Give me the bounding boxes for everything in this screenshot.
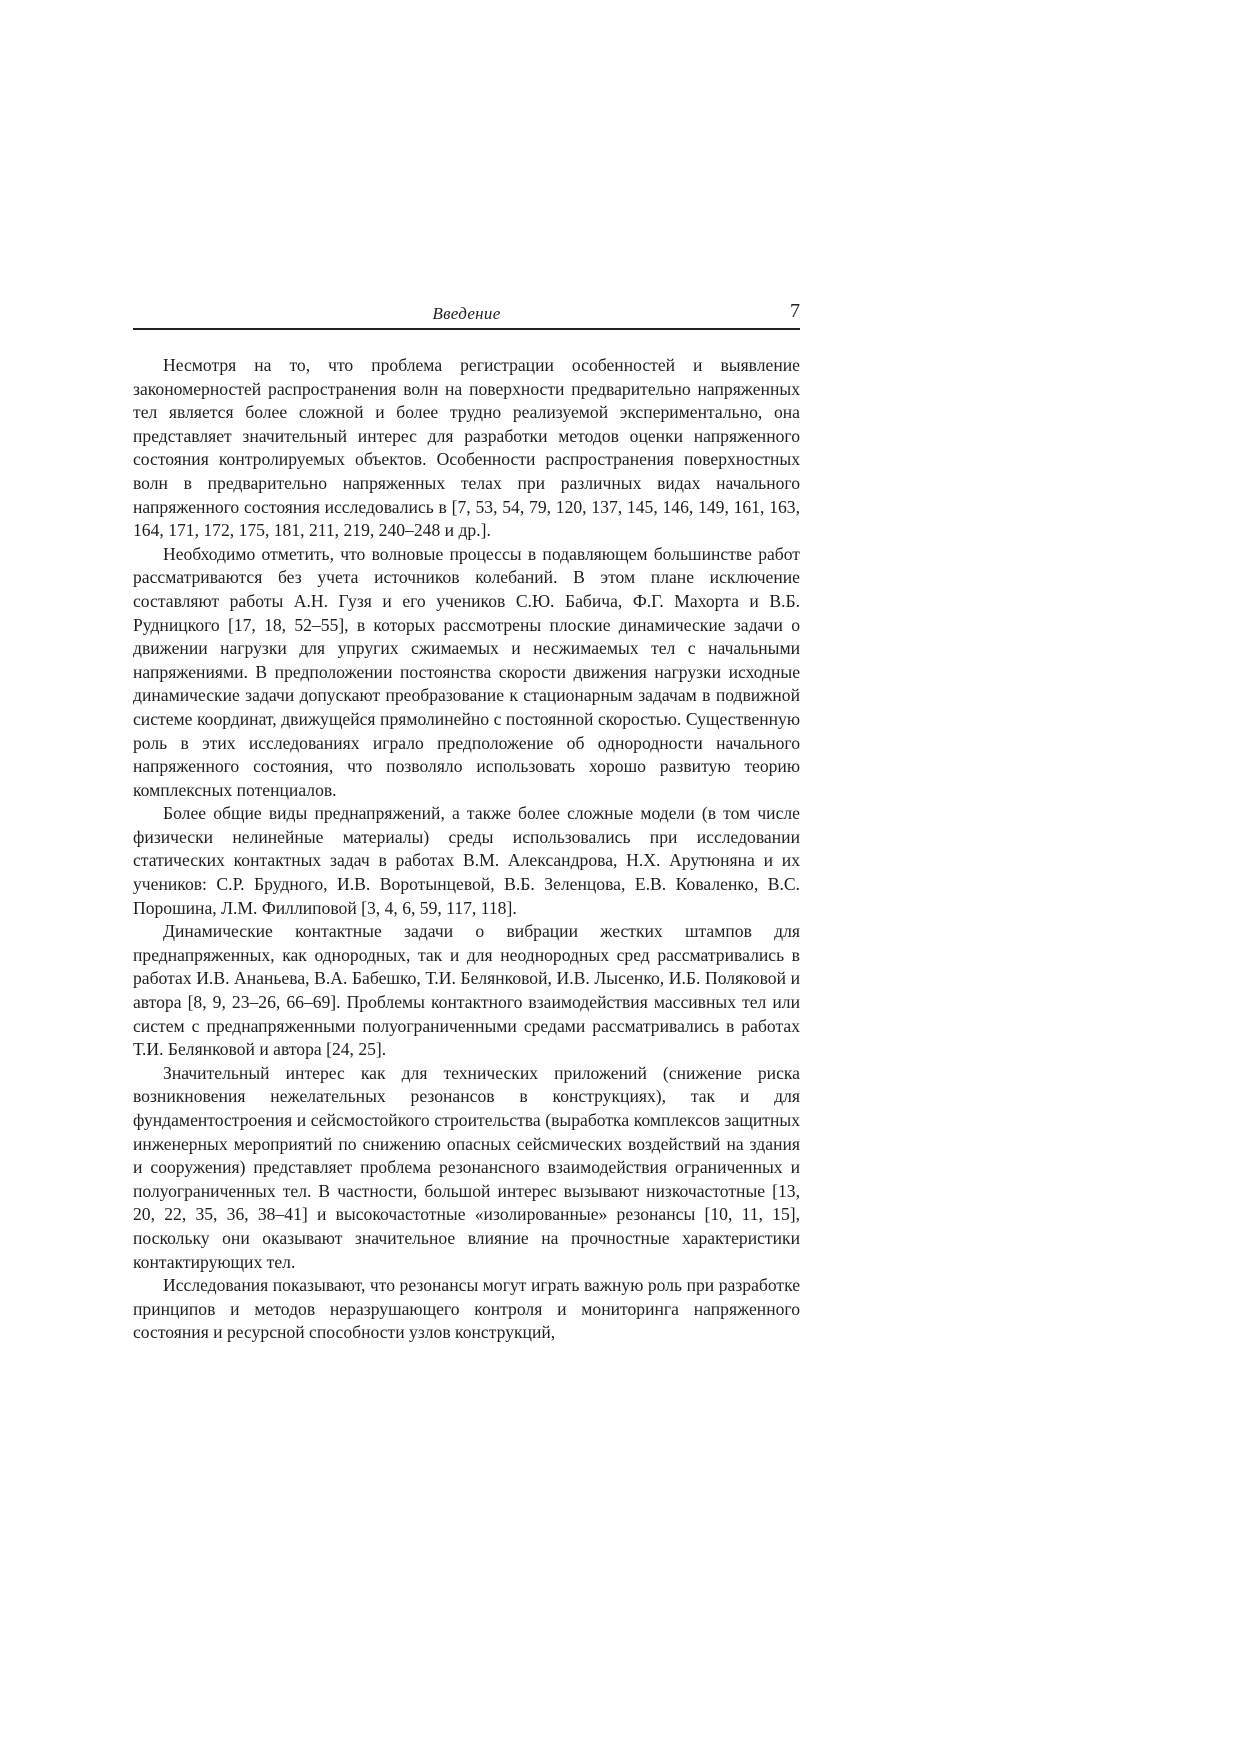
page-number: 7 — [790, 300, 800, 322]
running-title: Введение — [432, 304, 501, 323]
paragraph: Более общие виды преднапряжений, а также более сложные модели (в том числе физически нелинейные материалы) среды использовались при исследовании статических контактных задач в работах В.М. Александрова, Н.Х. Арутюняна и их учеников: С.Р. Брудного, И.В. Воротынцевой, В.Б. Зеленцова, Е.В. Коваленко, В.С. Порошина, Л.М. Филлиповой [3, 4, 6, 59, 117, 118]. — [133, 803, 800, 918]
running-header — [133, 298, 800, 330]
paragraph: Исследования показывают, что резонансы могут играть важную роль при разработке принципов и методов неразрушающего контроля и мониторинга напряженного состояния и ресурсной способности узлов конструкций, — [133, 1275, 800, 1343]
paragraph: Необходимо отметить, что волновые процессы в подавляющем большинстве работ рассматриваются без учета источников колебаний. В этом плане исключение составляют работы А.Н. Гузя и его учеников С.Ю. Бабича, Ф.Г. Махорта и В.Б. Рудницкого [17, 18, 52–55], в которых рассмотрены плоские динамические задачи о движении нагрузки для упругих сжимаемых и несжимаемых тел с начальными напряжениями. В предположении постоянства скорости движения нагрузки исходные динамические задачи допускают преобразование к стационарным задачам в подвижной системе координат, движущейся прямолинейно с постоянной скоростью. Существенную роль в этих исследованиях играло предположение об однородности начального напряженного состояния, что позволяло использовать хорошо развитую теорию комплексных потенциалов. — [133, 543, 800, 800]
paragraph: Несмотря на то, что проблема регистрации особенностей и выявление закономерностей распространения волн на поверхности предварительно напряженных тел является более сложной и более трудно реализуемой экспериментально, она представляет значительный интерес для разработки методов оценки напряженного состояния контролируемых объектов. Особенности распространения поверхностных волн в предварительно напряженных телах при различных видах начального напряженного состояния исследовались в [7, 53, 54, 79, 120, 137, 145, 146, 149, 161, 163, 164, 171, 172, 175, 181, 211, 219, 240–248 и др.]. — [133, 355, 800, 541]
paragraph: Значительный интерес как для технических приложений (снижение риска возникновения нежелательных резонансов в конструкциях), так и для фундаментостроения и сейсмостойкого строительства (выработка комплексов защитных инженерных мероприятий по снижению опасных сейсмических воздействий на здания и сооружения) представляет проблема резонансного взаимодействия ограниченных и полуограниченных тел. В частности, большой интерес вызывают низкочастотные [13, 20, 22, 35, 36, 38–41] и высокочастотные «изолированные» резонансы [10, 11, 15], поскольку они оказывают значительное влияние на прочностные характеристики контактирующих тел. — [133, 1062, 800, 1272]
paragraph: Динамические контактные задачи о вибрации жестких штампов для преднапряженных, как однородных, так и для неоднородных сред рассматривались в работах И.В. Ананьева, В.А. Бабешко, Т.И. Белянковой, И.В. Лысенко, И.Б. Поляковой и автора [8, 9, 23–26, 66–69]. Проблемы контактного взаимодействия массивных тел или систем с преднапряженными полуограниченными средами рассматривались в работах Т.И. Белянковой и автора [24, 25]. — [133, 921, 800, 1060]
body-text — [133, 354, 800, 1345]
